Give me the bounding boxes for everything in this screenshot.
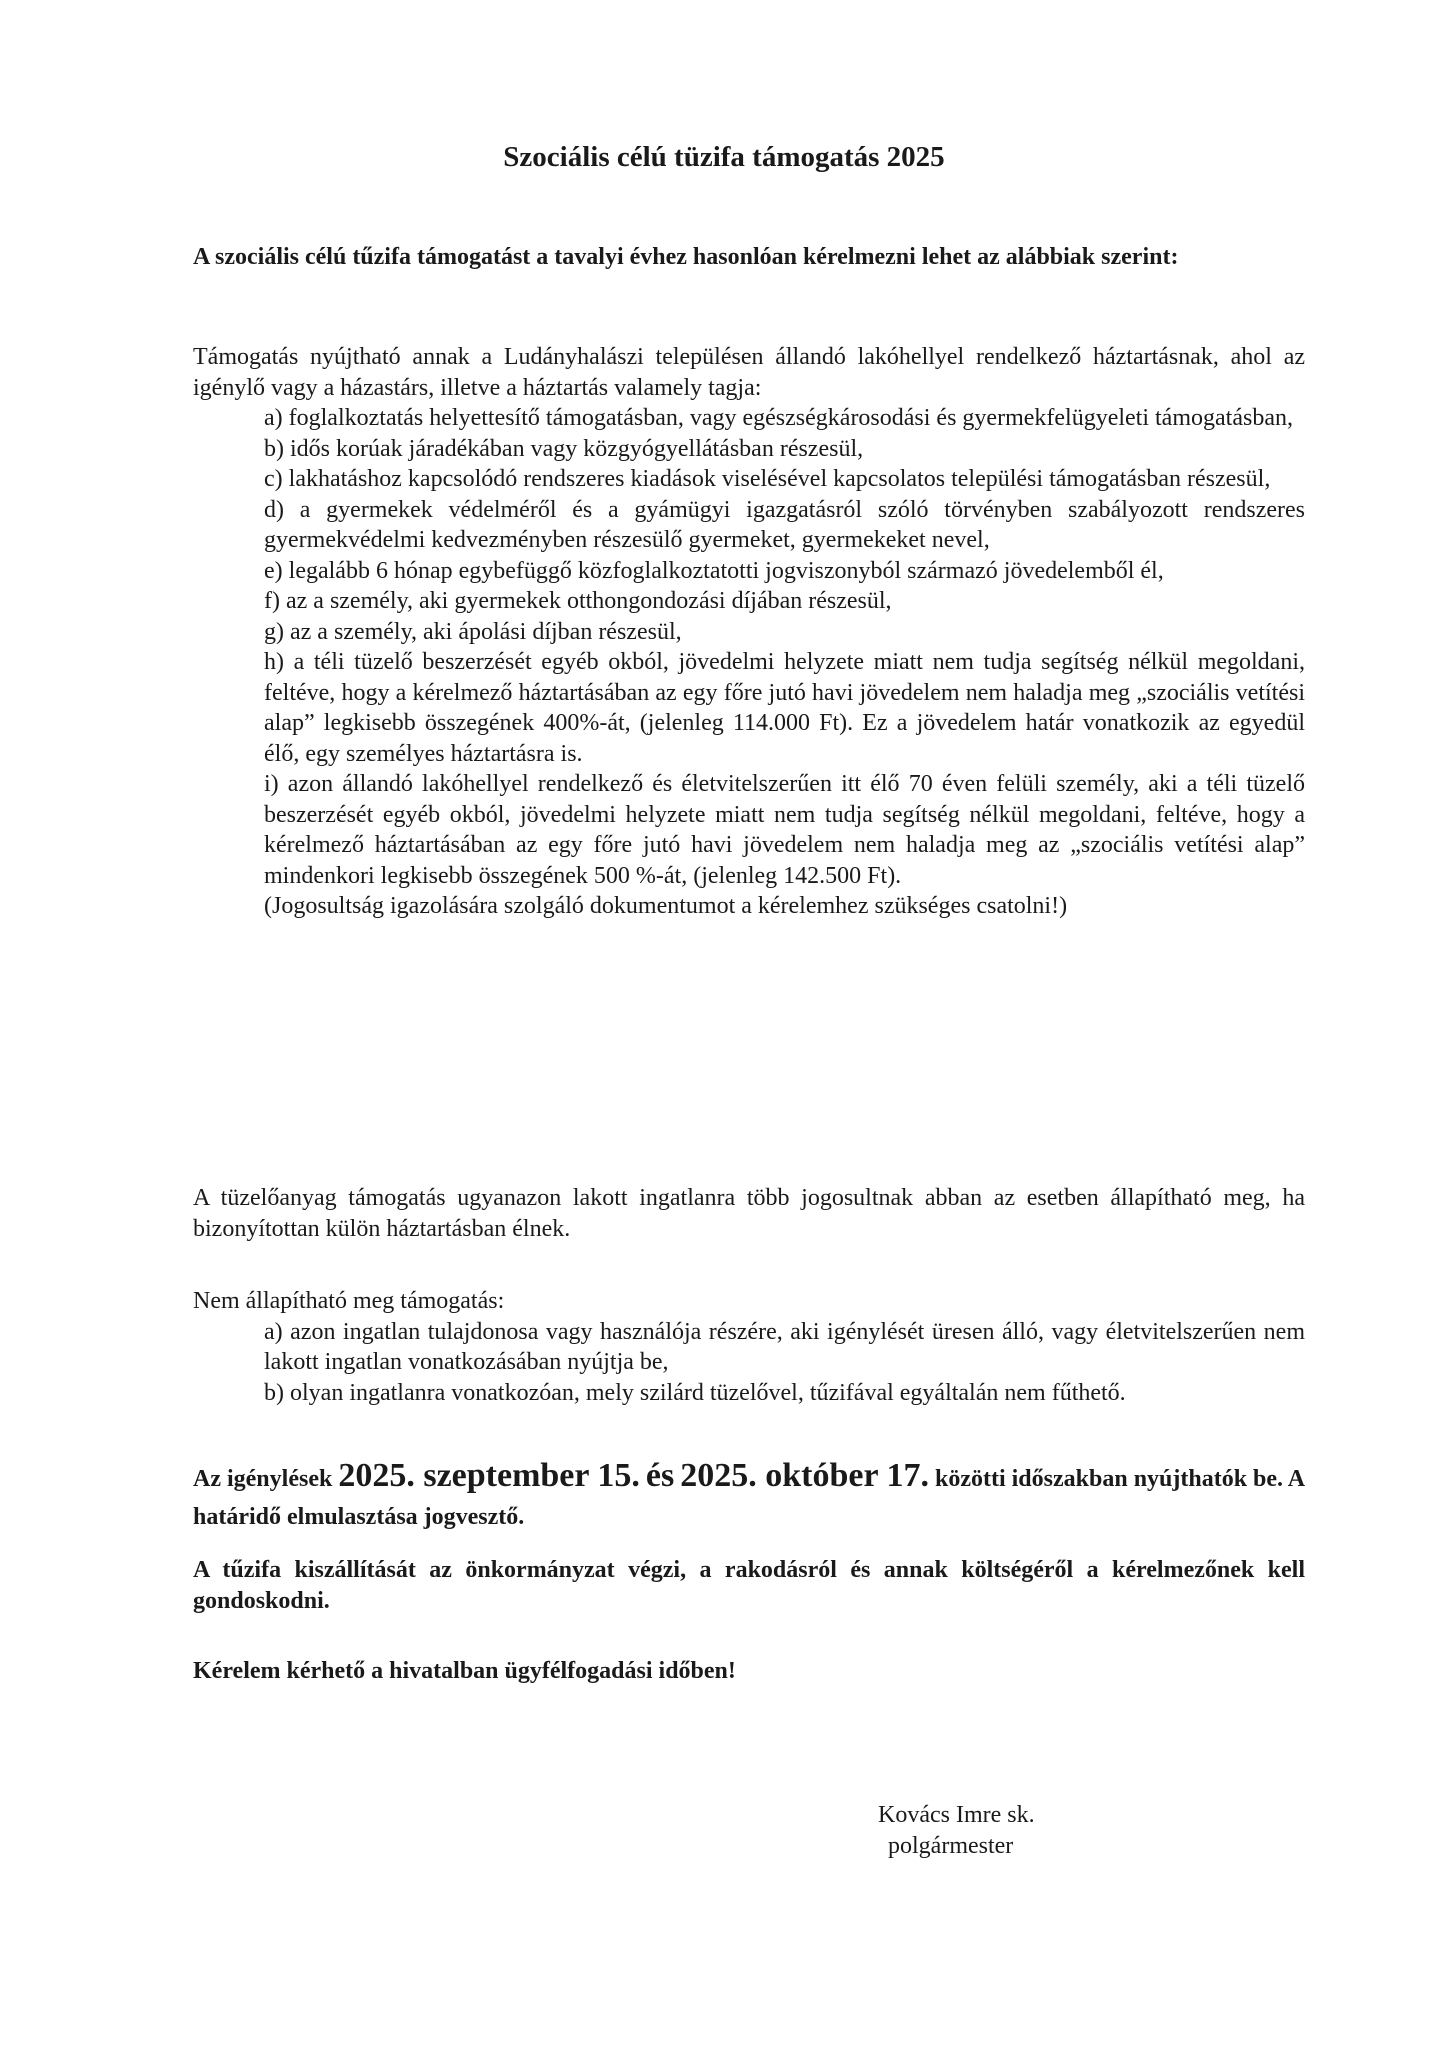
eligibility-item-d: d) a gyermekek védelméről és a gyámügyi igazgatásról szóló törvényben szabályozott rendszeres gyermekvédelmi kedvezményben részesülő gyermeket, gyermekeket nevel, <box>264 496 1305 553</box>
exclusions-lead: Nem állapítható meg támogatás: <box>193 1288 505 1314</box>
request-note: Kérelem kérhető a hivatalban ügyfélfogadási időben! <box>193 1658 736 1684</box>
eligibility-item-h: h) a téli tüzelő beszerzését egyéb okból, jövedelmi helyzete miatt nem tudja segítség nélkül megoldani, feltéve, hogy a kérelmező háztartásában az egy főre jutó havi jövedelem nem haladja meg „szociális vetítési alap” legkisebb összegének 400%-át, (jelenleg 114.000 Ft). Ez a jövedelem határ vonatkozik az egyedül élő, egy személyes háztartásra is. <box>264 649 1305 767</box>
signatory-name: Kovács Imre sk. <box>878 1802 1035 1828</box>
signatory-role: polgármester <box>888 1832 1014 1859</box>
eligibility-item-c: c) lakhatáshoz kapcsolódó rendszeres kiadások viselésével kapcsolatos települési támogatásban részesül, <box>264 466 1271 492</box>
eligibility-item-a: a) foglalkoztatás helyettesítő támogatásban, vagy egészségkárosodási és gyermekfelügyeleti támogatásban, <box>264 405 1293 431</box>
exclusions-section <box>193 1286 1305 1408</box>
eligibility-list <box>193 403 1305 922</box>
eligibility-item-f: f) az a személy, aki gyermekek otthongondozási díjában részesül, <box>264 588 892 614</box>
eligibility-document-note: (Jogosultság igazolására szolgáló dokumentumot a kérelemhez szükséges csatolni!) <box>264 893 1068 919</box>
document-title: Szociális célú tüzifa támogatás 2025 <box>503 141 945 173</box>
eligibility-item-b: b) idős korúak járadékában vagy közgyógyellátásban részesül, <box>264 435 864 462</box>
delivery-paragraph: A tűzifa kiszállítását az önkormányzat végzi, a rakodásról és annak költségéről a kérelmezőnek kell gondoskodni. <box>193 1557 1305 1614</box>
signature-block <box>878 1800 1198 1861</box>
eligibility-item-e: e) legalább 6 hónap egybefüggő közfoglalkoztatotti jogviszonyból származó jövedelemből él, <box>264 557 1164 584</box>
deadline-suffix: közötti időszakban nyújthatók be. A határidő elmulasztása jogvesztő. <box>193 1466 1306 1530</box>
eligibility-item-i: i) azon állandó lakóhellyel rendelkező és életvitelszerűen itt élő 70 éven felüli személy, aki a téli tüzelő beszerzését egyéb okból, jövedelmi helyzete miatt nem tudja segítség nélkül megoldani, feltéve, hogy a kérelmező háztartásában az egy főre jutó havi jövedelem nem haladja meg az „szociális vetítési alap” mindenkori legkisebb összegének 500 %-át, (jelenleg 142.500 Ft). <box>264 771 1305 889</box>
exclusion-item-a: a) azon ingatlan tulajdonosa vagy használója részére, aki igénylését üresen álló, vagy életvitelszerűen nem lakott ingatlan vonatkozásában nyújtja be, <box>264 1318 1305 1375</box>
exclusions-list <box>193 1317 1305 1409</box>
eligibility-item-g: g) az a személy, aki ápolási díjban részesül, <box>264 618 682 645</box>
deadline-end-date: 2025. október 17. <box>680 1457 929 1494</box>
deadline-start-date: 2025. szeptember 15. <box>338 1457 640 1494</box>
eligibility-lead: Támogatás nyújtható annak a Ludányhalászi településen állandó lakóhellyel rendelkező háztartásnak, ahol az igénylő vagy a házastárs, illetve a háztartás valamely tagja: <box>193 344 1305 401</box>
deadline-conjunction: és <box>645 1457 675 1494</box>
multiple-claimants-paragraph: A tüzelőanyag támogatás ugyanazon lakott ingatlanra több jogosultnak abban az esetben állapítható meg, ha bizonyítottan külön háztartásban élnek. <box>193 1185 1305 1242</box>
exclusion-item-b: b) olyan ingatlanra vonatkozóan, mely szilárd tüzelővel, tűzifával egyáltalán nem fűthető. <box>264 1379 1126 1406</box>
deadline-prefix: Az igénylések <box>193 1466 333 1492</box>
intro-paragraph: A szociális célú tűzifa támogatást a tavalyi évhez hasonlóan kérelmezni lehet az alábbiak szerint: <box>193 244 1179 270</box>
eligibility-section <box>193 342 1305 922</box>
deadline-paragraph <box>193 1457 1305 1536</box>
